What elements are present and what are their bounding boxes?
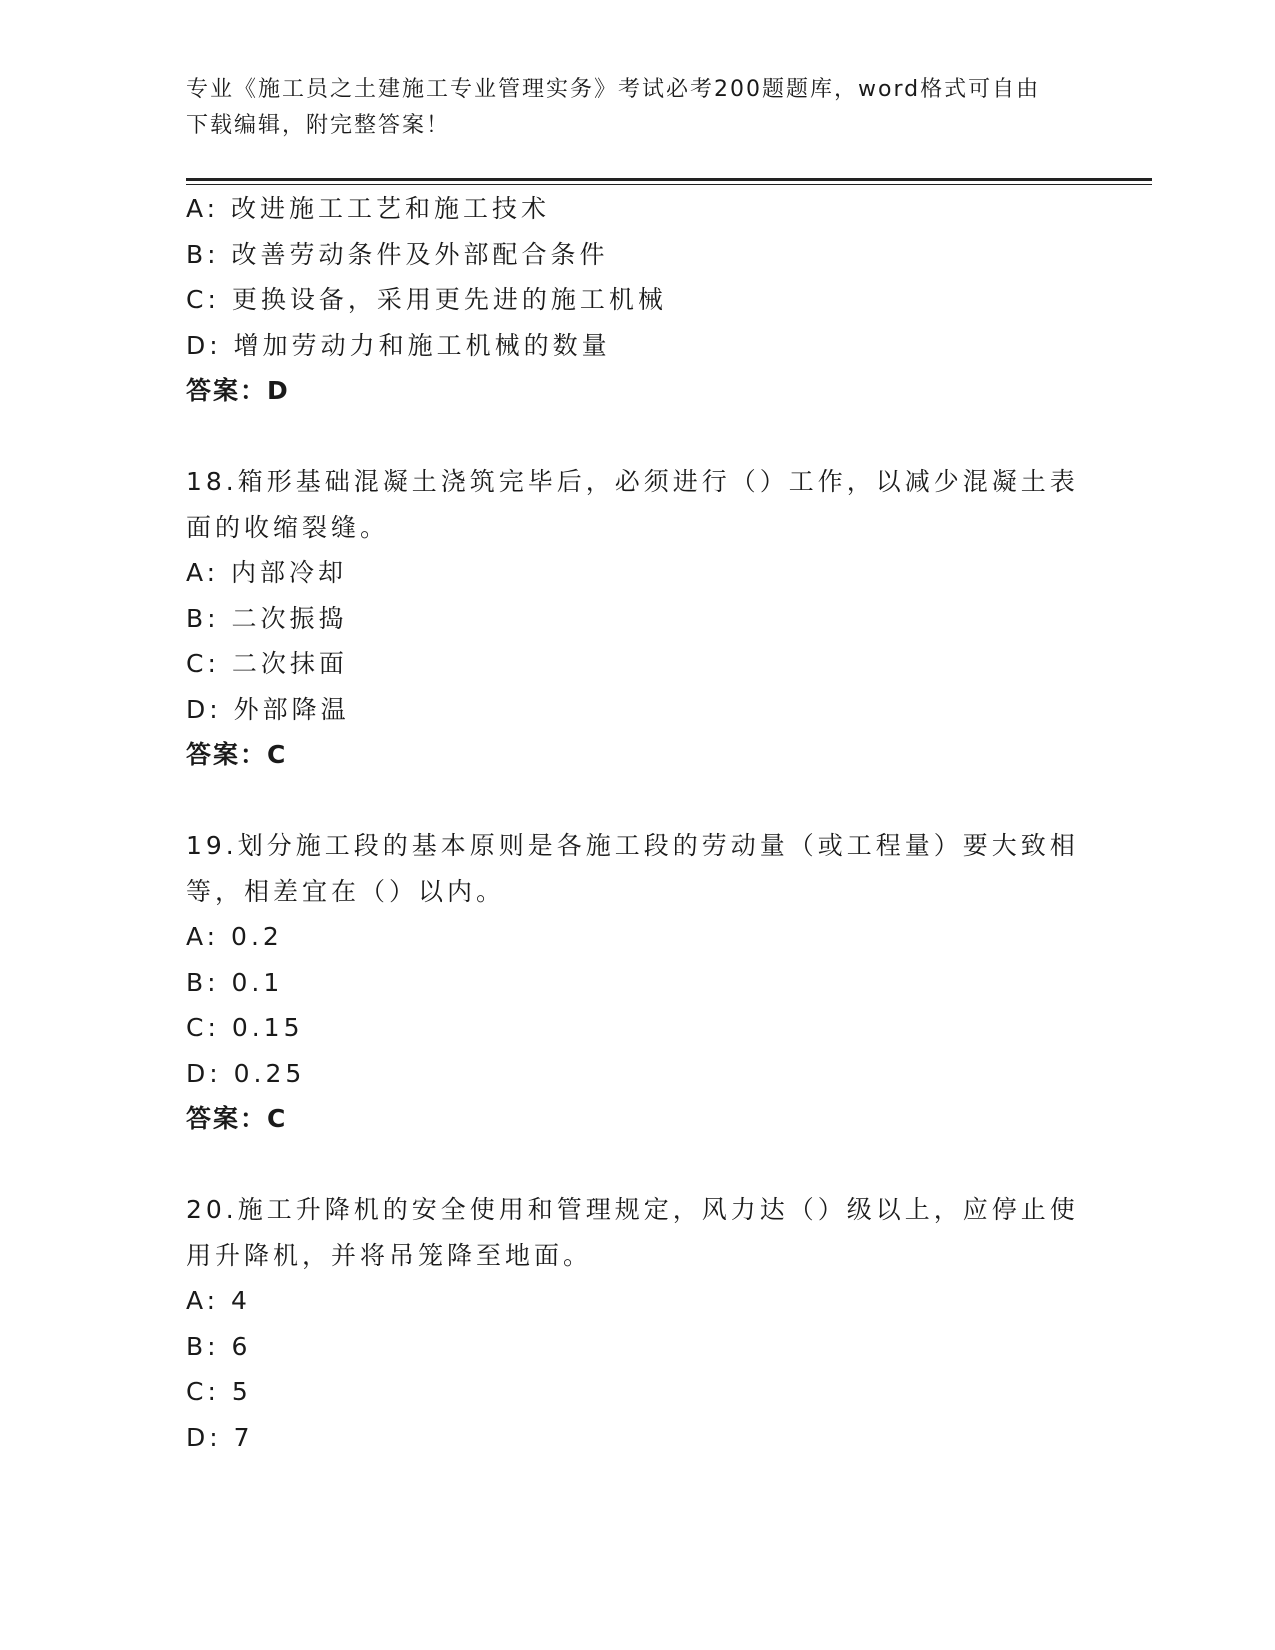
question-text-line-2: 用升降机，并将吊笼降至地面。 [186, 1240, 593, 1270]
option-a: A: 0.2 [186, 922, 283, 951]
option-d: D: 增加劳动力和施工机械的数量 [186, 330, 611, 360]
answer: 答案：D [186, 376, 290, 405]
header-divider-thick [186, 178, 1152, 181]
answer: 答案：C [186, 740, 288, 769]
option-c: C: 0.15 [186, 1013, 304, 1042]
option-a: A: 内部冷却 [186, 558, 348, 587]
option-b: B: 0.1 [186, 967, 284, 997]
option-d: D: 0.25 [186, 1058, 306, 1088]
option-a: A: 改进施工工艺和施工技术 [186, 194, 551, 223]
option-d: D: 外部降温 [186, 694, 350, 724]
question-text-line-1: 19.划分施工段的基本原则是各施工段的劳动量（或工程量）要大致相 [186, 831, 1079, 860]
question-20 [186, 1187, 1086, 1460]
question-18 [186, 459, 1086, 778]
spacer [186, 778, 1086, 824]
question-text-line-2: 等，相差宜在（）以内。 [186, 876, 506, 906]
header-divider-thin [186, 184, 1152, 185]
question-list [186, 186, 1086, 1460]
option-a: A: 4 [186, 1286, 251, 1315]
option-c: C: 更换设备，采用更先进的施工机械 [186, 285, 667, 314]
header-line-2: 下载编辑，附完整答案！ [186, 113, 451, 138]
option-b: B: 二次振捣 [186, 603, 348, 633]
option-b: B: 6 [186, 1331, 252, 1361]
header-line-1: 专业《施工员之土建施工专业管理实务》考试必考200题题库，word格式可自由 [186, 77, 1041, 102]
spacer [186, 1142, 1086, 1188]
question-19 [186, 823, 1086, 1142]
spacer [186, 414, 1086, 460]
option-c: C: 二次抹面 [186, 649, 348, 678]
question-text-line-1: 20.施工升降机的安全使用和管理规定，风力达（）级以上，应停止使 [186, 1195, 1079, 1224]
answer: 答案：C [186, 1104, 288, 1133]
document-header [186, 72, 1066, 144]
option-c: C: 5 [186, 1377, 252, 1406]
option-d: D: 7 [186, 1422, 254, 1452]
option-b: B: 改善劳动条件及外部配合条件 [186, 239, 609, 269]
question-17 [186, 186, 1086, 414]
question-text-line-2: 面的收缩裂缝。 [186, 512, 390, 542]
question-text-line-1: 18.箱形基础混凝土浇筑完毕后，必须进行（）工作，以减少混凝土表 [186, 467, 1079, 496]
